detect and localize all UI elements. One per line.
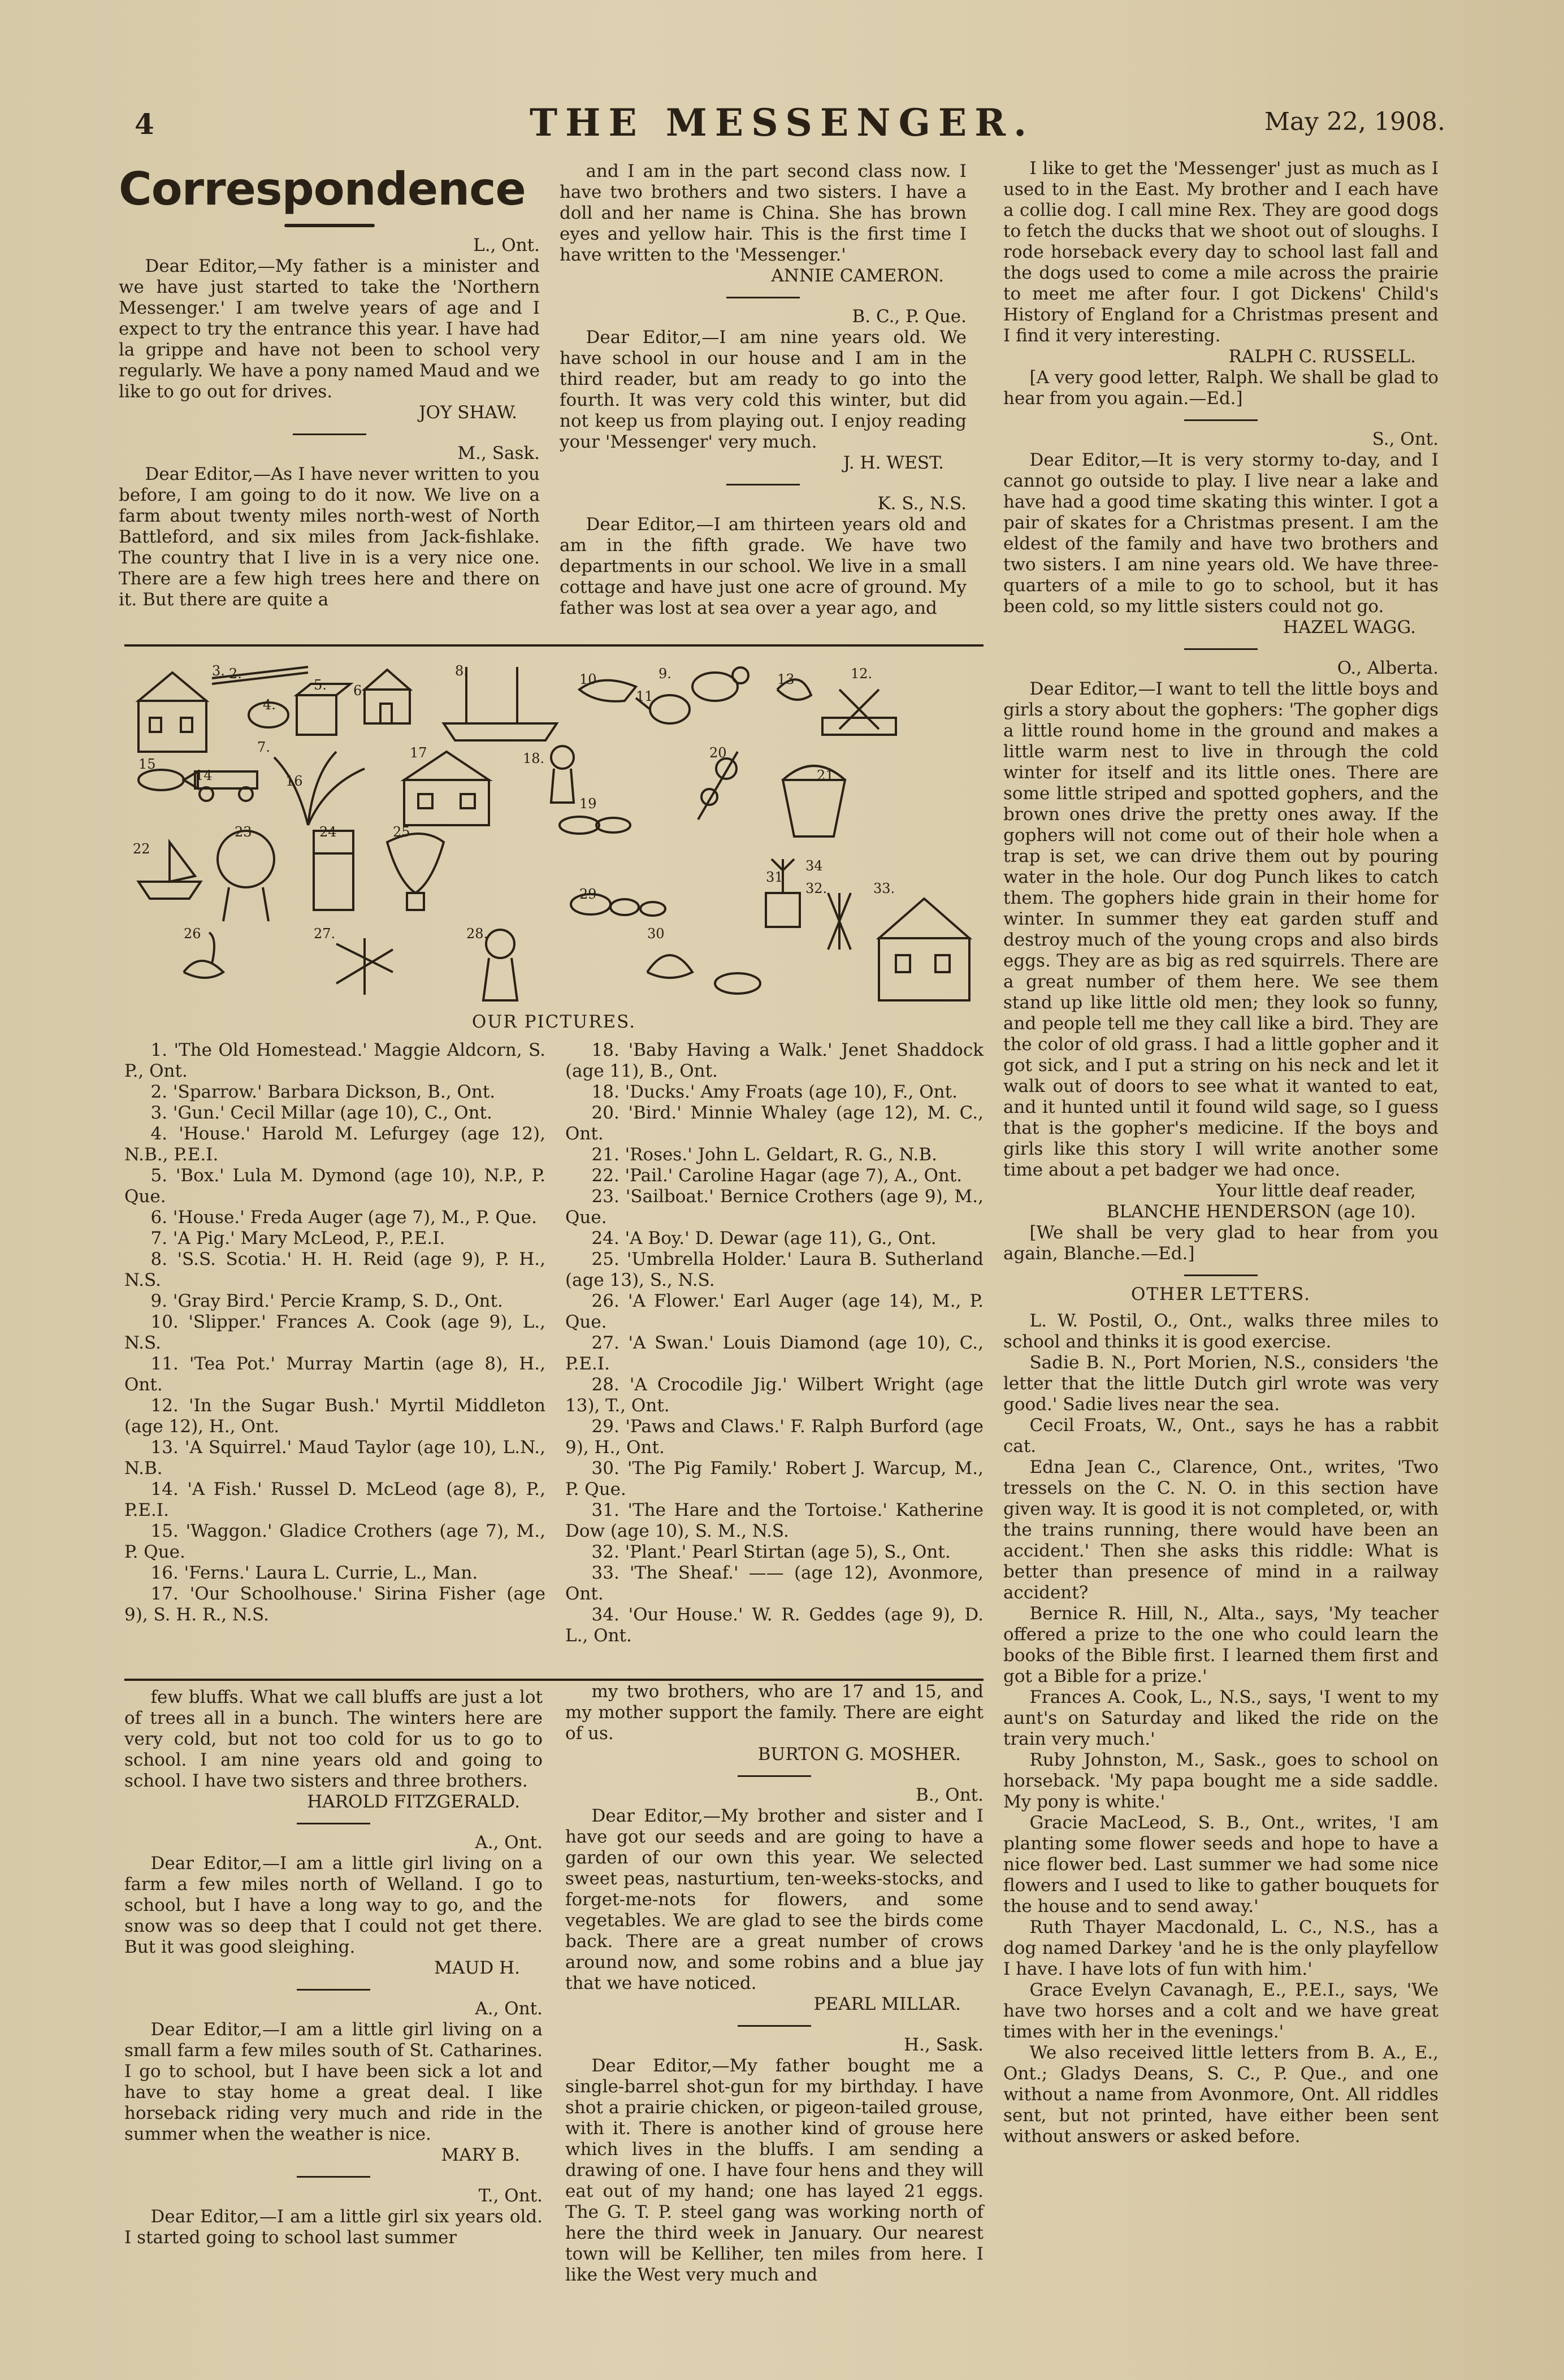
letter-body: Dear Editor,—I am nine years old. We have school in our house and I am in the third reader, but am ready to go into the fourth. It was very cold this winter, but did not keep us from playing out. I enjoy reading your 'Messenger' very much.: [560, 327, 967, 452]
picture-credit: 18. 'Baby Having a Walk.' Jenet Shaddock (age 11), B., Ont.: [565, 1040, 984, 1081]
pictures-list-left: [124, 1040, 545, 1625]
picture-credit: 33. 'The Sheaf.' —— (age 12), Avonmore, Ont.: [565, 1563, 984, 1604]
picture-credit: 10. 'Slipper.' Frances A. Cook (age 9), L., N.S.: [124, 1312, 545, 1353]
drawing-paws-and-claws: [483, 930, 517, 1000]
letter-body: Dear Editor,—I am a little girl living on a small farm a few miles south of St. Catharines. I go to school, but I have been sick a lot and have to stay home a great deal. I like horseback riding very much and ride in the summer when the weather is nice.: [124, 2019, 543, 2144]
drawing-number: 8.: [455, 663, 468, 679]
masthead: THE MESSENGER.: [529, 101, 1035, 145]
drawing-number: 10: [579, 671, 597, 687]
drawing-numbers: [133, 663, 895, 942]
drawing-number: 5.: [314, 677, 327, 693]
letter-separator: [738, 1775, 811, 1777]
letter-separator: [297, 2176, 370, 2178]
editor-note: [A very good letter, Ralph. We shall be glad to hear from you again.—Ed.]: [1003, 367, 1439, 409]
letter-place: T., Ont.: [478, 2186, 543, 2206]
letter-body: Dear Editor,—I am a little girl six years old. I started going to school last summer: [124, 2206, 543, 2248]
drawing-number: 29: [579, 886, 597, 902]
letter-signature: J. H. WEST.: [843, 453, 944, 473]
letter-signature: HAZEL WAGG.: [1283, 617, 1416, 638]
drawing-bird: [692, 667, 748, 701]
letter-body: I like to get the 'Messenger' just as much as I used to in the East. My brother and I each have a collie dog. I call mine Rex. They are good dogs to fetch the ducks that we shoot out of sloughs. I rode horseback every day to school last fall and the dogs used to come a mile across the prairie to meet me after four. I got Dickens' Child's History of England for a Christmas present and I find it very interesting.: [1003, 158, 1439, 346]
picture-credit: 8. 'S.S. Scotia.' H. H. Reid (age 9), P. H., N.S.: [124, 1249, 545, 1290]
drawing-sugar-bush: [822, 690, 896, 735]
letter-separator: [297, 1989, 370, 1991]
drawing-number: 9.: [658, 666, 671, 682]
letter-place: A., Ont.: [475, 1998, 543, 2019]
drawing-number: 30: [647, 926, 665, 942]
letter-signature: BURTON G. MOSHER.: [757, 1744, 961, 1765]
letter-body: Dear Editor,—My father bought me a single-barrel shot-gun for my birthday. I have shot a prairie chicken, or pigeon-tailed grouse, with it. There is another kind of grouse here which lives in the bluffs. I am sending a drawing of one. I have four hens and they will eat out of my hand; one has layed 21 eggs. The G. T. P. steel gang was working north of here the third week in January. Our nearest town will be Kelliher, ten miles from here. I like the West very much and: [565, 2056, 984, 2285]
picture-credit: 12. 'In the Sugar Bush.' Myrtil Middleton (age 12), H., Ont.: [124, 1395, 545, 1437]
drawing-house: [365, 670, 410, 723]
letter-place: O., Alberta.: [1337, 658, 1439, 678]
drawing-number: 34: [805, 858, 823, 874]
picture-credit: 24. 'A Boy.' D. Dewar (age 11), G., Ont.: [591, 1228, 937, 1248]
other-letter-item: Cecil Froats, W., Ont., says he has a rabbit cat.: [1003, 1415, 1439, 1456]
letter-separator: [1184, 419, 1258, 421]
drawing-schoolhouse: [404, 752, 489, 825]
picture-credit: 2. 'Sparrow.' Barbara Dickson, B., Ont.: [150, 1082, 496, 1102]
picture-credit: 21. 'Roses.' John L. Geldart, R. G., N.B.: [591, 1145, 937, 1165]
letter-separator: [293, 433, 366, 435]
drawing-number: 27.: [314, 926, 336, 942]
drawing-number: 26: [184, 926, 201, 942]
other-letter-item: L. W. Postil, O., Ont., walks three miles to school and thinks it is good exercise.: [1003, 1311, 1439, 1352]
letter-signature: ANNIE CAMERON.: [771, 266, 944, 286]
letter-body: Dear Editor,—I am a little girl living on a farm a few miles north of Welland. I go to school, but I have a long way to go, and the snow was so deep that I could not get there. But it was good sleighing.: [124, 1853, 543, 1957]
letter-separator: [726, 484, 800, 485]
section-separator: [1184, 1274, 1258, 1276]
column-2-bottom: [565, 1681, 984, 2286]
drawing-number: 12.: [851, 666, 873, 682]
drawing-number: 20: [709, 745, 727, 761]
picture-credit: 31. 'The Hare and the Tortoise.' Katherine Dow (age 10), S. M., N.S.: [565, 1500, 984, 1541]
other-letter-item: Gracie MacLeod, S. B., Ont., writes, 'I am planting some flower seeds and hope to have a nice flower bed. Last summer we had some nice flowers and I used to like to gather bouquets for the house and to send away.': [1003, 1813, 1439, 1917]
drawing-umbrella-holder: [314, 831, 353, 910]
drawing-gun: [212, 667, 308, 684]
letter-place: S., Ont.: [1372, 429, 1439, 449]
letter-body: Dear Editor,—As I have never written to you before, I am going to do it now. We live on a farm about twenty miles north-west of North Battleford, and six miles from Jack-fishlake. The country that I live in is a very nice one. There are a few high trees here and there on it. But there are quite a: [119, 464, 540, 610]
drawing-flower-vase: [387, 834, 444, 910]
drawing-number: 25: [393, 824, 410, 840]
letter-separator: [1184, 648, 1258, 650]
drawing-crocodile-jig: [336, 938, 393, 995]
drawing-number: 14: [195, 768, 213, 783]
drawing-number: 31: [766, 869, 783, 885]
drawing-roses: [698, 752, 738, 820]
letter-separator: [726, 297, 800, 298]
picture-credit: 23. 'Sailboat.' Bernice Crothers (age 9), M., Que.: [565, 1186, 984, 1228]
column-1-top: [119, 164, 540, 610]
drawing-pail: [783, 766, 845, 836]
letter-place: B., Ont.: [915, 1785, 984, 1805]
drawing-fish: [138, 770, 198, 790]
drawing-number: 22: [133, 841, 150, 857]
drawing-hare-tortoise: [647, 955, 760, 994]
picture-credit: 20. 'Bird.' Minnie Whaley (age 12), M. C., Ont.: [565, 1103, 984, 1144]
other-letter-item: Ruth Thayer Macdonald, L. C., N.S., has a dog named Darkey 'and he is the only playfellow I have. I have lots of fun with him.': [1003, 1917, 1439, 1979]
other-letter-item: We also received little letters from B. A., E., Ont.; Gladys Deans, S. C., P. Que., and one without a name from Avonmore, Ont. All riddles sent, but not printed, have either been sent without answers or asked before.: [1003, 2043, 1439, 2147]
letter-body: Dear Editor,—My brother and sister and I have got our seeds and are going to have a garden of our own this year. We selected sweet peas, nasturtium, ten-weeks-stocks, and forget-me-nots for flowers, and some vegetables. We are glad to see the birds come back. There are a great number of crows around now, and some robins and a blue jay that we have noticed.: [565, 1806, 984, 1993]
page-header: [0, 101, 1564, 146]
drawing-number: 2.: [229, 666, 242, 682]
letter-body: and I am in the part second class now. I have two brothers and two sisters. I have a doll and her name is China. She has brown eyes and yellow hair. This is the first time I have written to the 'Messenger.': [560, 161, 967, 265]
picture-credit: 29. 'Paws and Claws.' F. Ralph Burford (age 9), H., Ont.: [565, 1416, 984, 1458]
picture-credit: 22. 'Pail.' Caroline Hagar (age 7), A., Ont.: [591, 1165, 963, 1186]
letter-body: Dear Editor,—My father is a minister and we have just started to take the 'Northern Messenger.' I am twelve years of age and I expect to try the entrance this year. I have had la grippe and have not been to school very regularly. We have a pony named Maud and we like to go out for drives.: [119, 256, 540, 402]
picture-credit: 6. 'House.' Freda Auger (age 7), M., P. Que.: [150, 1207, 537, 1228]
drawing-number: 28.: [466, 926, 488, 942]
drawing-number: 17: [410, 745, 427, 761]
letter-body: my two brothers, who are 17 and 15, and my mother support the family. There are eight of us.: [565, 1681, 984, 1744]
letter-body: few bluffs. What we call bluffs are just a lot of trees all in a bunch. The winters here are very cold, but not too cold for us to go to school. I am nine years old and going to school. I have two sisters and three brothers.: [124, 1687, 543, 1791]
picture-credit: 4. 'House.' Harold M. Lefurgey (age 12), N.B., P.E.I.: [124, 1124, 545, 1165]
picture-credit: 17. 'Our Schoolhouse.' Sirina Fisher (age 9), S. H. R., N.S.: [124, 1584, 545, 1625]
picture-credit: 11. 'Tea Pot.' Murray Martin (age 8), H., Ont.: [124, 1354, 545, 1395]
picture-credit: 34. 'Our House.' W. R. Geddes (age 9), D. L., Ont.: [565, 1605, 984, 1646]
letter-separator: [297, 1823, 370, 1824]
letter-signature: HAROLD FITZGERALD.: [307, 1792, 520, 1812]
letter-place: L., Ont.: [473, 235, 540, 255]
picture-credit: 26. 'A Flower.' Earl Auger (age 14), M., P. Que.: [565, 1291, 984, 1332]
issue-date: May 22, 1908.: [1264, 107, 1445, 136]
letter-body: Dear Editor,—I want to tell the little boys and girls a story about the gophers: 'The gopher digs a little round home in the ground and makes a little warm nest to live in through the cold winter for itself and its little ones. There are some little striped and spotted gophers, and the brown ones drive the pretty ones away. If the gophers will not come out of their hole when a trap is set, we can drive them out by pouring water in the hole. Our dog Punch likes to catch them. The gophers hide grain in their home for winter. In summer they eat garden stuff and destroy much of the young crops and also birds eggs. They are as big as red squirrels. There are a great number of them here. We see them stand up like little old men; they look so funny, and people tell me they call like a bird. They are the color of old grass. I had a little gopher and it got sick, and I put a string on his neck and let it walk out of doors to see what it wanted to eat, and it hunted until it found wild sage, so I guess that is the gopher's medicine. If the boys and girls like this story I will write another some time about a pet badger we had once.: [1003, 679, 1439, 1180]
drawing-old-homestead: [138, 673, 206, 752]
picture-credit: 18. 'Ducks.' Amy Froats (age 10), F., Ont.: [591, 1082, 958, 1102]
editor-note: [We shall be very glad to hear from you again, Blanche.—Ed.]: [1003, 1222, 1439, 1264]
drawing-baby-walking: [551, 746, 574, 803]
drawing-number: 33.: [873, 881, 895, 896]
drawing-number: 23: [235, 824, 252, 840]
letter-place: A., Ont.: [475, 1832, 543, 1853]
drawing-our-house: [879, 899, 969, 1000]
picture-credit: 16. 'Ferns.' Laura L. Currie, L., Man.: [150, 1563, 478, 1583]
drawing-ducks: [560, 817, 630, 834]
pictures-heading: OUR PICTURES.: [471, 1012, 636, 1032]
picture-credit: 3. 'Gun.' Cecil Millar (age 10), C., Ont.: [150, 1103, 492, 1123]
other-letters-heading: OTHER LETTERS.: [1130, 1284, 1311, 1304]
section-title: Correspondence: [119, 163, 526, 215]
letter-place: H., Sask.: [904, 2035, 984, 2055]
letter-signature: PEARL MILLAR.: [813, 1994, 961, 2014]
letter-signature: BLANCHE HENDERSON (age 10).: [1106, 1202, 1416, 1222]
drawing-number: 3.: [212, 663, 225, 679]
drawing-number: 16: [285, 773, 303, 789]
letter-place: B. C., P. Que.: [852, 306, 967, 327]
drawing-number: 7.: [257, 739, 270, 755]
drawing-number: 19: [579, 796, 597, 812]
letter-signature: MARY B.: [441, 2145, 520, 2165]
picture-credit: 30. 'The Pig Family.' Robert J. Warcup, M., P. Que.: [565, 1458, 984, 1499]
picture-credit: 14. 'A Fish.' Russel D. McLeod (age 8), P., P.E.I.: [124, 1479, 545, 1520]
picture-credit: 5. 'Box.' Lula M. Dymond (age 10), N.P., P. Que.: [124, 1165, 545, 1207]
letter-separator: [738, 2025, 811, 2027]
drawing-number: 6.: [353, 683, 366, 699]
drawing-number: 24: [319, 824, 337, 840]
drawing-number: 4.: [263, 697, 276, 713]
drawing-number: 11.: [636, 688, 658, 704]
picture-credit: 27. 'A Swan.' Louis Diamond (age 10), C., P.E.I.: [565, 1333, 984, 1374]
drawing-number: 32.: [805, 881, 828, 896]
letter-signature: RALPH C. RUSSELL.: [1228, 346, 1416, 367]
picture-credit: 13. 'A Squirrel.' Maud Taylor (age 10), L.N., N.B.: [124, 1437, 545, 1479]
other-letter-item: Ruby Johnston, M., Sask., goes to school on horseback. 'My papa bought me a side saddle. My pony is white.': [1003, 1750, 1439, 1812]
letter-signature: Your little deaf reader,: [1216, 1181, 1416, 1201]
pictures-list-right: [565, 1040, 984, 1646]
picture-credit: 32. 'Plant.' Pearl Stirtan (age 5), S., Ont.: [591, 1542, 951, 1562]
picture-credit: 7. 'A Pig.' Mary McLeod, P., P.E.I.: [150, 1228, 445, 1248]
column-3: [1003, 158, 1439, 2147]
drawing-number: 15: [138, 756, 156, 772]
drawing-number: 13: [777, 671, 795, 687]
children-drawings: [127, 656, 981, 1006]
other-letter-item: Bernice R. Hill, N., Alta., says, 'My teacher offered a prize to the one who could learn the books of the Bible first. I learned them first and got a Bible for a prize.': [1003, 1603, 1439, 1687]
letter-body: Dear Editor,—I am thirteen years old and am in the fifth grade. We have two departments in our school. We live in a small cottage and have just one acre of ground. My father was lost at sea over a year ago, and: [560, 514, 967, 618]
picture-top-rule: [124, 644, 984, 647]
drawing-number: 21: [817, 768, 834, 783]
letter-signature: MAUD H.: [434, 1958, 520, 1978]
drawing-number: 18.: [523, 751, 545, 766]
picture-credit: 25. 'Umbrella Holder.' Laura B. Sutherland (age 13), S., N.S.: [565, 1249, 984, 1290]
title-flourish: [267, 219, 392, 229]
list-bottom-rule: [124, 1679, 984, 1681]
picture-credit: 1. 'The Old Homestead.' Maggie Aldcorn, S. P., Ont.: [124, 1040, 545, 1081]
other-letter-item: Frances A. Cook, L., N.S., says, 'I went to my aunt's on Saturday and liked the ride on the train very much.': [1003, 1687, 1439, 1749]
picture-credit: 15. 'Waggon.' Gladice Crothers (age 7), M., P. Que.: [124, 1521, 545, 1562]
letter-signature: JOY SHAW.: [419, 402, 517, 423]
letter-place: M., Sask.: [457, 443, 540, 463]
letter-body: Dear Editor,—It is very stormy to-day, and I cannot go outside to play. I live near a lake and have had a good time skating this winter. I got a pair of skates for a Christmas present. I am the eldest of the family and have two brothers and two sisters. I am nine years old. We have three-quarters of a mile to go to school, but it has been cold, so my little sisters could not go.: [1003, 450, 1439, 617]
drawing-sheaf: [828, 893, 851, 950]
other-letter-item: Grace Evelyn Cavanagh, E., P.E.I., says, 'We have two horses and a colt and we have great times with her in the evenings.': [1003, 1980, 1439, 2042]
picture-credit: 9. 'Gray Bird.' Percie Kramp, S. D., Ont.: [150, 1291, 503, 1311]
column-1-bottom: [124, 1687, 543, 2248]
picture-credit: 28. 'A Crocodile Jig.' Wilbert Wright (age 13), T., Ont.: [565, 1375, 984, 1416]
page-number: 4: [135, 107, 154, 141]
drawing-boy: [218, 831, 274, 921]
other-letter-item: Sadie B. N., Port Morien, N.S., considers 'the letter that the little Dutch girl wrote was very good.' Sadie lives near the sea.: [1003, 1352, 1439, 1415]
letter-place: K. S., N.S.: [877, 493, 967, 514]
column-2-top: [560, 161, 967, 619]
other-letter-item: Edna Jean C., Clarence, Ont., writes, 'Two tressels on the C. N. O. in this section have given way. It is good it is not completed, or, with the trains running, there would have been an accident.' Then she asks this riddle: What is better than presence of mind in a railway accident?: [1003, 1457, 1439, 1603]
